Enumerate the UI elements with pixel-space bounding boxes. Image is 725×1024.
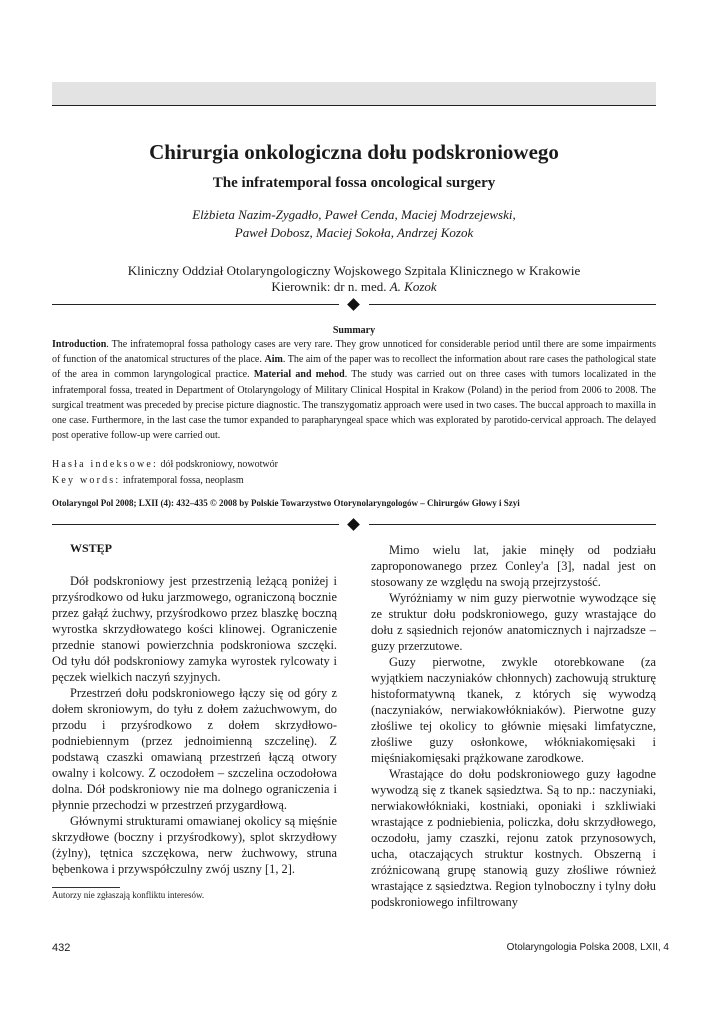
paragraph: Głównymi strukturami omawianej okolicy są mięśnie skrzydłowe (boczny i przyśrodkowy), splot skrzydłowy (żylny), tętnica szczękowa, nerw żuchwowy, struna bębenkowa i przywspółczulny zwój uszny [1, 2]. <box>52 814 337 876</box>
method-label: Material and mehod <box>253 369 345 381</box>
header-band <box>52 82 656 106</box>
page-number: 432 <box>52 942 71 954</box>
aim-label: Aim <box>264 354 283 366</box>
department-head <box>52 279 656 295</box>
paragraph: Dół podskroniowy jest przestrzenią leżącą poniżej i przyśrodkowo od łuku jarzmowego, ograniczoną bocznie przez gałąź żuchwy, przyśrodkowo przez blaszkę boczną wyrostka skrzydłowatego kości klinowej. Ograniczenie przednie stanowi powierzchnia podskroniowa szczęki. Od tyłu dół podskroniowy zamyka wyrostek rylcowaty i pęczek wielkich naczyń szyjnych. <box>52 574 337 684</box>
author-line-1: Elżbieta Nazim-Zygadło, Paweł Cenda, Maciej Modrzejewski, <box>192 207 516 222</box>
keywords-english-values: infratemporal fossa, neoplasm <box>122 475 244 486</box>
paragraph: Wyróżniamy w nim guzy pierwotnie wywodzące się ze struktur dołu podskroniowego, guzy wrastające do dołu z sąsiednich rejonów anatomicznych i najrzadsze – guzy przerzutowe. <box>371 591 656 653</box>
section-divider-top <box>52 298 656 312</box>
section-heading: WSTĘP <box>70 541 113 555</box>
footnote-rule <box>52 887 120 888</box>
citation-line: Otolaryngol Pol 2008; LXII (4): 432–435 © 2008 by Polskie Towarzystwo Otorynolaryngologów – Chirurgów Głowy i Szyi <box>52 498 520 508</box>
body-column-left <box>52 540 337 877</box>
paragraph: Guzy pierwotne, zwykle otorebkowane (za wyjątkiem naczyniaków chłonnych) zachowują strukturę histoformatywną tkanek, z których się wywodzą (naczyniaków, nerwiakowłókniaków). Pierwotne guzy złośliwe tej okolicy to głównie mięsaki limfatyczne, złośliwe guzy osłonkowe, włókniakomięsaki i mięśniakomięsaki prążkowane zarodkowe. <box>371 655 656 765</box>
aim-text: . The aim of the paper was to recollect the information about rare cases the pathological state of the area in common laryngological practice. <box>52 354 656 381</box>
head-name: A. Kozok <box>389 279 437 294</box>
article-title: Chirurgia onkologiczna dołu podskroniowego <box>149 140 559 164</box>
keywords-polish-values: dół podskroniowy, nowotwór <box>160 459 278 470</box>
author-list <box>52 206 656 242</box>
divider-line-left <box>52 524 339 525</box>
keywords-english-label: Key words: <box>52 475 121 486</box>
intro-text: . The infratemopral fossa pathology cases are very rare. They grow unnoticed for considerable period until there are some impairments of function of the anatomical structures of the place. <box>52 339 656 366</box>
divider-line-right <box>369 304 656 305</box>
head-prefix: Kierownik: dr n. med. <box>271 279 387 294</box>
diamond-ornament-icon <box>347 298 360 311</box>
body-column-right <box>371 542 656 910</box>
keywords-polish-label: Hasła indeksowe: <box>52 459 159 470</box>
footnote: Autorzy nie zgłaszają konfliktu interesów. <box>52 890 205 900</box>
article-subtitle: The infratemporal fossa oncological surgery <box>212 175 496 191</box>
summary-heading: Summary <box>332 325 376 336</box>
method-text: . The study was carried out on three cases with tumors localizated in the infratemporal fossa, treated in Department of Otolaryngology of Military Clinical Hospital in Krakow (Poland) in the period from 2006 to 2008. The surgical treatment was preceded by precise picture diagnostic. The transzygomatiz approach were used in two cases. The buccal approach to maxilla in one case. Furthermore, in the last case the tumor expanded to parapharyngeal space which was explorated by parotido-cervical approach. The delayed post operative follow-up were carried out. <box>52 369 656 442</box>
section-divider-bottom <box>52 518 656 532</box>
journal-footer: Otolaryngologia Polska 2008, LXII, 4 <box>506 942 669 953</box>
paragraph: Mimo wielu lat, jakie minęły od podziału zaproponowanego przez Conley'a [3], nadal jest on stosowany ze względu na swoją przejrzystość. <box>371 543 656 589</box>
author-line-2: Paweł Dobosz, Maciej Sokoła, Andrzej Kozok <box>234 225 474 240</box>
affiliation-line: Kliniczny Oddział Otolaryngologiczny Wojskowego Szpitala Klinicznego w Krakowie <box>127 263 581 278</box>
affiliation <box>52 263 656 295</box>
diamond-ornament-icon <box>347 518 360 531</box>
keywords-english <box>52 474 656 488</box>
paragraph: Wrastające do dołu podskroniowego guzy łagodne wywodzą się z tkanek sąsiedztwa. Są to np.: naczyniaki, nerwiakowłókniaki, kostniaki, oponiaki i szkliwiaki wrastające z podniebienia, policzka, dołu skrzydłowego, oczodołu, jamy czaszki, rejonu zatok przynosowych, ucha, otaczających struktur kostnych. Obszerną i zróżnicowaną grupę stanowią guzy złośliwe również wrastające z sąsiedztwa. Region tylnoboczny i tylny dołu podskroniowego infiltrowany <box>371 767 656 909</box>
intro-label: Introduction <box>52 339 107 350</box>
divider-line-left <box>52 304 339 305</box>
keywords-polish <box>52 458 656 472</box>
paragraph: Przestrzeń dołu podskroniowego łączy się od góry z dołem skroniowym, do tyłu z dołem zażuchwowym, do przodu i przyśrodkowo z dołem skrzydłowo-podniebiennym (przez jednoimienną szczelinę). Z podstawą czaszki omawianą przestrzeń łączą otwory owalny i kolcowy. Z oczodołem – szczelina oczodołowa dolna. Dół podskroniowy nie ma dolnego ograniczenia i płynnie przechodzi w przestrzeń przygardłową. <box>52 686 337 812</box>
divider-line-right <box>369 524 656 525</box>
abstract-text <box>52 337 656 443</box>
